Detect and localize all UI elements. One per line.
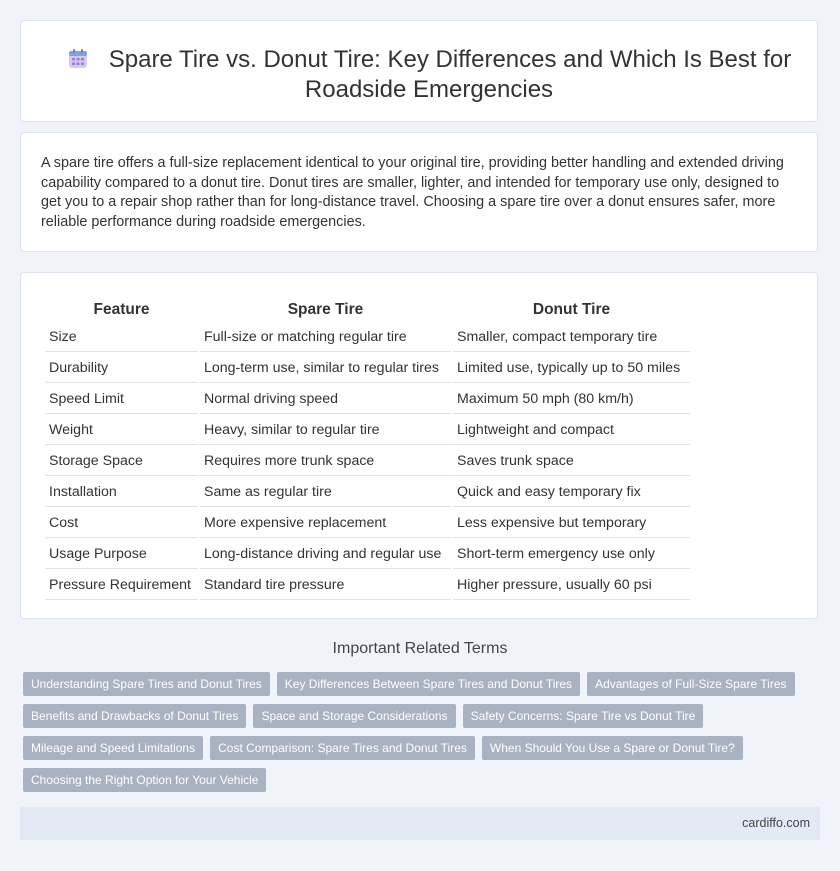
title-card	[20, 20, 818, 122]
cell-spare: Heavy, similar to regular tire	[200, 416, 451, 445]
cell-spare: Normal driving speed	[200, 385, 451, 414]
related-term-link[interactable]: Benefits and Drawbacks of Donut Tires	[23, 704, 246, 728]
cell-feature: Cost	[45, 509, 198, 538]
cell-spare: Requires more trunk space	[200, 447, 451, 476]
cell-spare: Long-distance driving and regular use	[200, 540, 451, 569]
related-term-link[interactable]: When Should You Use a Spare or Donut Tire?	[482, 736, 743, 760]
cell-spare: Long-term use, similar to regular tires	[200, 354, 451, 383]
cell-donut: Smaller, compact temporary tire	[453, 323, 690, 352]
comparison-table	[43, 297, 692, 602]
related-term-link[interactable]: Safety Concerns: Spare Tire vs Donut Tire	[463, 704, 704, 728]
footer-site-link[interactable]: cardiffo.com	[742, 816, 810, 830]
intro-card	[20, 132, 818, 252]
header-feature: Feature	[93, 301, 150, 318]
comparison-card	[20, 272, 818, 619]
related-term-link[interactable]: Cost Comparison: Spare Tires and Donut Tires	[210, 736, 475, 760]
table-header-row	[45, 299, 690, 321]
table-row	[45, 509, 690, 538]
cell-feature: Speed Limit	[45, 385, 198, 414]
intro-paragraph: A spare tire offers a full-size replacement identical to your original tire, providing better handling and extended driving capability compared to a donut tire. Donut tires are smaller, lighter, and intended for temporary use only, designed to get you to a repair shop rather than for long-distance travel. Choosing a spare tire over a donut ensures safer, more reliable performance during roadside emergencies.	[41, 155, 784, 230]
cell-donut: Short-term emergency use only	[453, 540, 690, 569]
cell-spare: Same as regular tire	[200, 478, 451, 507]
cell-feature: Size	[45, 323, 198, 352]
table-row	[45, 540, 690, 569]
cell-feature: Installation	[45, 478, 198, 507]
header-spare-tire: Spare Tire	[287, 301, 364, 318]
related-terms-list	[23, 672, 813, 792]
cell-feature: Storage Space	[45, 447, 198, 476]
table-row	[45, 447, 690, 476]
calendar-icon	[67, 48, 89, 70]
cell-spare: More expensive replacement	[200, 509, 451, 538]
cell-donut: Lightweight and compact	[453, 416, 690, 445]
table-row	[45, 323, 690, 352]
cell-feature: Pressure Requirement	[45, 571, 198, 600]
related-terms-heading: Important Related Terms	[332, 640, 508, 657]
related-term-link[interactable]: Choosing the Right Option for Your Vehicle	[23, 768, 266, 792]
table-row	[45, 354, 690, 383]
cell-donut: Saves trunk space	[453, 447, 690, 476]
table-row	[45, 571, 690, 600]
table-row	[45, 478, 690, 507]
related-term-link[interactable]: Understanding Spare Tires and Donut Tires	[23, 672, 270, 696]
cell-spare: Standard tire pressure	[200, 571, 451, 600]
cell-donut: Maximum 50 mph (80 km/h)	[453, 385, 690, 414]
related-term-link[interactable]: Key Differences Between Spare Tires and Donut Tires	[277, 672, 580, 696]
page-title-wrap	[61, 45, 797, 105]
cell-donut: Quick and easy temporary fix	[453, 478, 690, 507]
footer	[20, 807, 820, 840]
cell-feature: Usage Purpose	[45, 540, 198, 569]
cell-donut: Less expensive but temporary	[453, 509, 690, 538]
cell-donut: Limited use, typically up to 50 miles	[453, 354, 690, 383]
cell-donut: Higher pressure, usually 60 psi	[453, 571, 690, 600]
page-title	[67, 46, 792, 103]
related-term-link[interactable]: Mileage and Speed Limitations	[23, 736, 203, 760]
cell-feature: Durability	[45, 354, 198, 383]
related-term-link[interactable]: Space and Storage Considerations	[253, 704, 455, 728]
header-donut-tire: Donut Tire	[532, 301, 611, 318]
page-title-text: Spare Tire vs. Donut Tire: Key Differences and Which Is Best for Roadside Emergencies	[108, 46, 792, 103]
cell-feature: Weight	[45, 416, 198, 445]
cell-spare: Full-size or matching regular tire	[200, 323, 451, 352]
related-term-link[interactable]: Advantages of Full-Size Spare Tires	[587, 672, 794, 696]
table-row	[45, 416, 690, 445]
table-row	[45, 385, 690, 414]
